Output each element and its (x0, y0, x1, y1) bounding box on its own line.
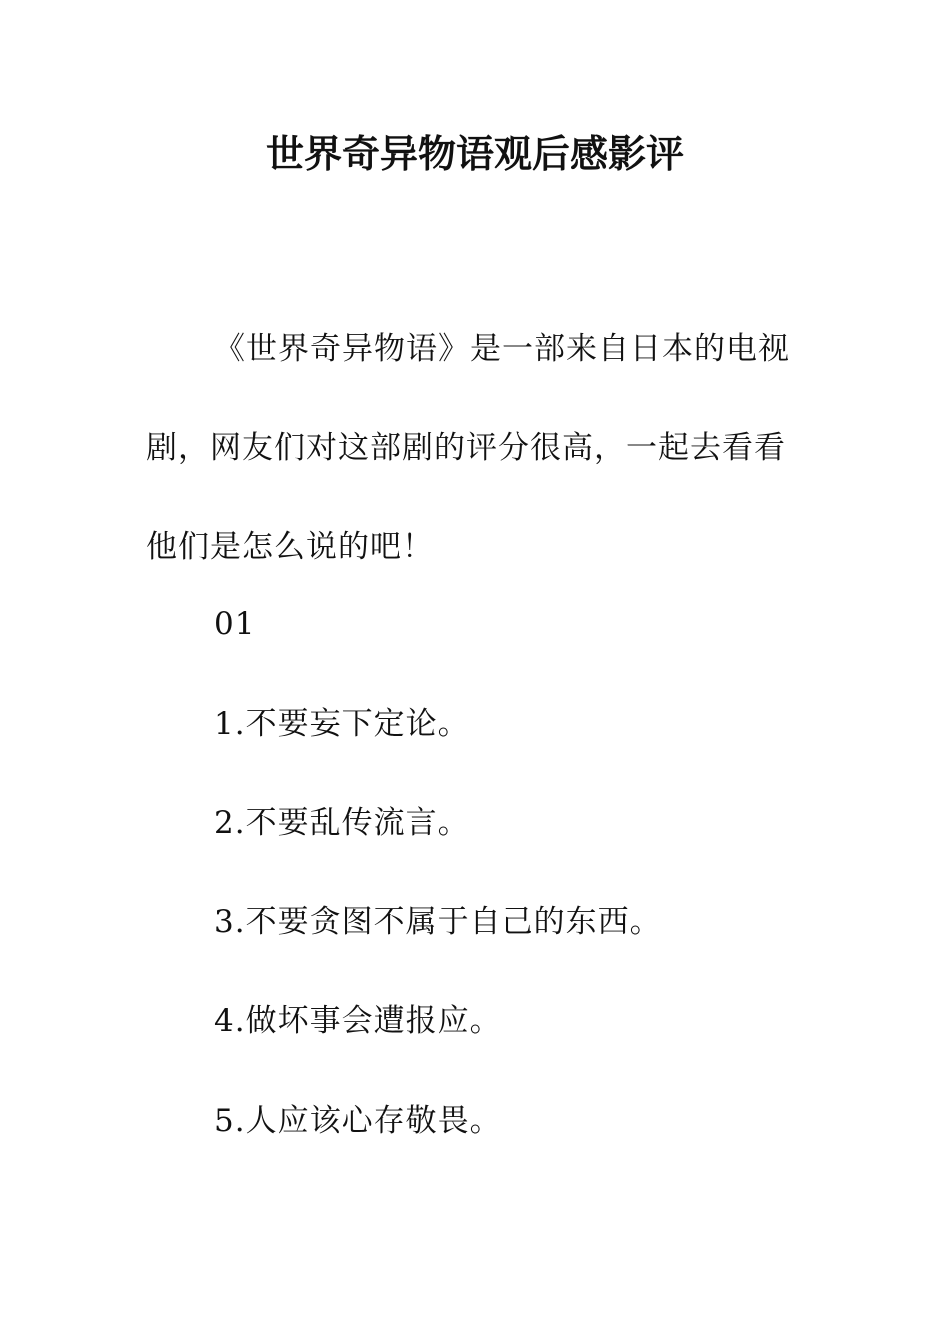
list-item: 5.人应该心存敬畏。 (214, 1103, 502, 1139)
section-number: 01 (214, 606, 256, 642)
intro-paragraph: 《世界奇异物语》是一部来自日本的电视剧，网友们对这部剧的评分很高，一起去看看他们是怎么说的吧！ (146, 331, 790, 565)
list-item: 2.不要乱传流言。 (214, 805, 470, 841)
list-item: 1.不要妄下定论。 (214, 706, 470, 742)
document-title: 世界奇异物语观后感影评 (265, 131, 684, 176)
list-item: 3.不要贪图不属于自己的东西。 (214, 904, 662, 940)
list-item: 4.做坏事会遭报应。 (214, 1003, 502, 1039)
